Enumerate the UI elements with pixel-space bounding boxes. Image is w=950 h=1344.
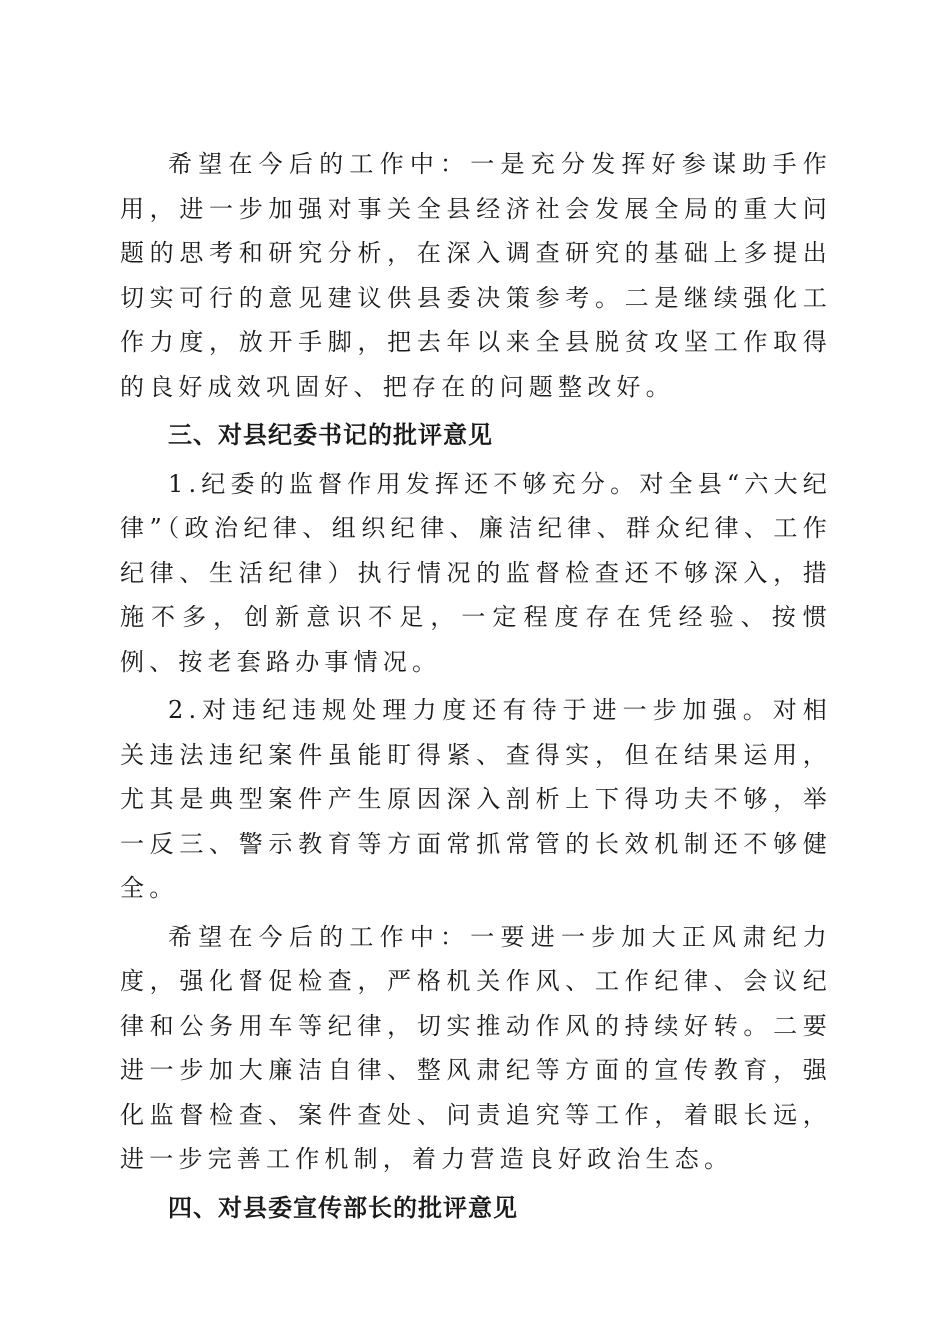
paragraph-hopes-discipline: 希望在今后的工作中：一要进一步加大正风肃纪力度，强化督促检查，严格机关作风、工作纪律、会议纪律和公务用车等纪律，切实推动作风的持续好转。二要进一步加大廉洁自律、整风肃纪等方面的宣传教育，强化监督检查、案件查处、问责追究等工作，着眼长远，进一步完善工作机制，着力营造良好政治生态。 [120, 922, 832, 1173]
paragraph-hopes-advisor: 希望在今后的工作中：一是充分发挥好参谋助手作用，进一步加强对事关全县经济社会发展全局的重大问题的思考和研究分析，在深入调查研究的基础上多提出切实可行的意见建议供县委决策参考。二是继续强化工作力度，放开手脚，把去年以来全县脱贫攻坚工作取得的良好成效巩固好、把存在的问题整改好。 [120, 150, 832, 401]
document-page [120, 142, 832, 1234]
paragraph-criticism-2: 2.对违纪违规处理力度还有待于进一步加强。对相关违法违纪案件虽能盯得紧、查得实，但在结果运用，尤其是典型案件产生原因深入剖析上下得功夫不够，举一反三、警示教育等方面常抓常管的长效机制还不够健全。 [120, 696, 832, 902]
section-heading-discipline-secretary: 三、对县纪委书记的批评意见 [168, 421, 493, 449]
paragraph-criticism-1: 1.纪委的监督作用发挥还不够充分。对全县“六大纪律”（政治纪律、组织纪律、廉洁纪律、群众纪律、工作纪律、生活纪律）执行情况的监督检查还不够深入，措施不多，创新意识不足，一定程度存在凭经验、按惯例、按老套路办事情况。 [120, 469, 832, 676]
section-heading-propaganda-minister: 四、对县委宣传部长的批评意见 [168, 1193, 518, 1222]
